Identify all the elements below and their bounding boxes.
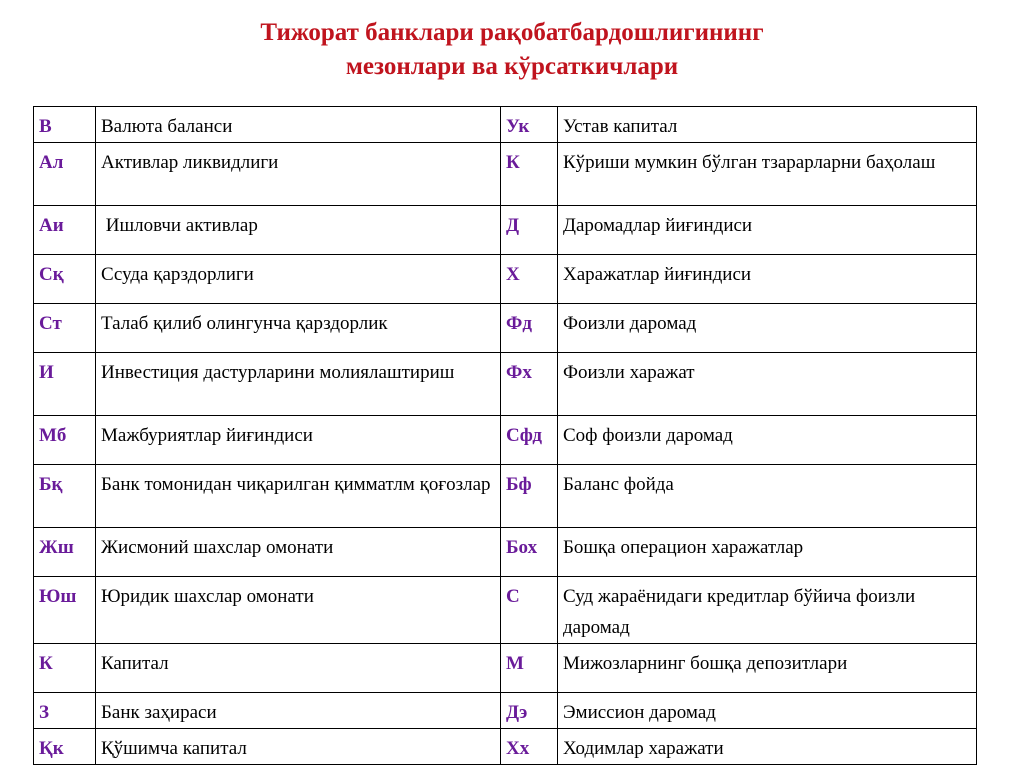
description-cell: Мижозларнинг бошқа депозитлари: [558, 644, 977, 693]
code-cell: И: [34, 353, 96, 416]
table-row: [34, 416, 977, 465]
description-cell: Жисмоний шахслар омонати: [96, 528, 501, 577]
table-row: [34, 143, 977, 206]
abbreviations-table: [33, 106, 977, 765]
code-cell: Дэ: [501, 693, 558, 729]
description-cell: Банк томонидан чиқарилган қимматлм қоғозлар: [96, 465, 501, 528]
code-cell: К: [34, 644, 96, 693]
description-cell: Ходимлар харажати: [558, 729, 977, 765]
table-row: [34, 206, 977, 255]
table-row: [34, 644, 977, 693]
code-cell: Сфд: [501, 416, 558, 465]
description-cell: Фоизли харажат: [558, 353, 977, 416]
code-cell: Жш: [34, 528, 96, 577]
table-row: [34, 729, 977, 765]
code-cell: В: [34, 107, 96, 143]
table-row: [34, 304, 977, 353]
table-row: [34, 528, 977, 577]
description-cell: Эмиссион даромад: [558, 693, 977, 729]
code-cell: Х: [501, 255, 558, 304]
table-row: [34, 107, 977, 143]
code-cell: Хх: [501, 729, 558, 765]
description-cell: Соф фоизли даромад: [558, 416, 977, 465]
description-cell: Қўшимча капитал: [96, 729, 501, 765]
description-cell: Капитал: [96, 644, 501, 693]
code-cell: М: [501, 644, 558, 693]
table-row: [34, 353, 977, 416]
code-cell: Юш: [34, 577, 96, 644]
code-cell: Бқ: [34, 465, 96, 528]
code-cell: Мб: [34, 416, 96, 465]
description-cell: Устав капитал: [558, 107, 977, 143]
description-cell: Валюта баланси: [96, 107, 501, 143]
description-cell: Баланс фойда: [558, 465, 977, 528]
table-row: [34, 255, 977, 304]
code-cell: С: [501, 577, 558, 644]
description-cell: Юридик шахслар омонати: [96, 577, 501, 644]
code-cell: Қк: [34, 729, 96, 765]
code-cell: К: [501, 143, 558, 206]
title-line-2: мезонлари ва кўрсаткичлари: [345, 53, 679, 80]
description-cell: Харажатлар йиғиндиси: [558, 255, 977, 304]
table-row: [34, 465, 977, 528]
description-cell: Мажбуриятлар йиғиндиси: [96, 416, 501, 465]
description-cell: Фоизли даромад: [558, 304, 977, 353]
description-cell: Ишловчи активлар: [96, 206, 501, 255]
description-cell: Банк заҳираси: [96, 693, 501, 729]
table-row: [34, 693, 977, 729]
code-cell: Бф: [501, 465, 558, 528]
description-cell: Активлар ликвидлиги: [96, 143, 501, 206]
code-cell: Бох: [501, 528, 558, 577]
description-cell: Бошқа операцион харажатлар: [558, 528, 977, 577]
code-cell: Ук: [501, 107, 558, 143]
page-title: [0, 16, 1024, 84]
title-line-1: Тижорат банклари рақобатбардошлигининг: [260, 19, 764, 46]
table-row: [34, 577, 977, 644]
description-cell: Даромадлар йиғиндиси: [558, 206, 977, 255]
description-cell: Кўриши мумкин бўлган тзарарларни баҳолаш: [558, 143, 977, 206]
description-cell: Суд жараёнидаги кредитлар бўйича фоизли даромад: [558, 577, 977, 644]
code-cell: Аи: [34, 206, 96, 255]
code-cell: Д: [501, 206, 558, 255]
code-cell: З: [34, 693, 96, 729]
description-cell: Талаб қилиб олингунча қарздорлик: [96, 304, 501, 353]
description-cell: Инвестиция дастурларини молиялаштириш: [96, 353, 501, 416]
code-cell: Ал: [34, 143, 96, 206]
code-cell: Фх: [501, 353, 558, 416]
code-cell: Фд: [501, 304, 558, 353]
code-cell: Ст: [34, 304, 96, 353]
code-cell: Сқ: [34, 255, 96, 304]
description-cell: Ссуда қарздорлиги: [96, 255, 501, 304]
